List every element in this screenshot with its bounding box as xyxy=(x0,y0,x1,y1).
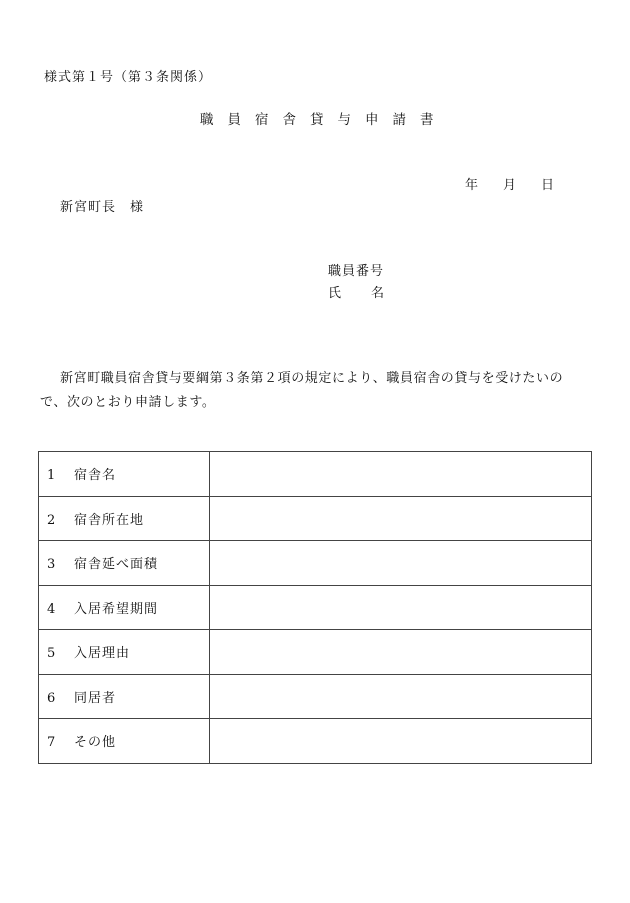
item-label-cell xyxy=(39,585,210,630)
name-label-part-1: 氏 xyxy=(328,286,342,301)
table-row xyxy=(39,541,592,586)
date-month-label: 月 xyxy=(503,178,517,193)
item-label-cell xyxy=(39,719,210,764)
item-label-cell xyxy=(39,496,210,541)
item-number: 3 xyxy=(47,557,57,573)
application-statement-text: 新宮町職員宿舎貸与要綱第３条第２項の規定により、職員宿舎の貸与を受けたいので、次のとおり申請します。 xyxy=(40,371,564,410)
item-value-field[interactable] xyxy=(210,585,592,630)
table-row xyxy=(39,674,592,719)
item-value-field[interactable] xyxy=(210,630,592,675)
item-label-cell xyxy=(39,452,210,497)
addressee-honorific: 様 xyxy=(130,200,145,215)
item-number: 6 xyxy=(47,690,57,706)
item-label: 宿舎名 xyxy=(74,468,117,484)
item-value-field[interactable] xyxy=(210,452,592,497)
addressee xyxy=(60,196,144,215)
table-row xyxy=(39,496,592,541)
item-label-cell xyxy=(39,630,210,675)
item-label: 同居者 xyxy=(74,690,117,706)
date-day-label: 日 xyxy=(541,178,555,193)
item-label: 宿舎延べ面積 xyxy=(74,557,159,573)
addressee-name: 新宮町長 xyxy=(60,200,117,215)
form-number: 様式第１号（第３条関係） xyxy=(44,70,213,85)
applicant-name-label xyxy=(328,282,384,301)
item-value-field[interactable] xyxy=(210,496,592,541)
table-row xyxy=(39,585,592,630)
table-row xyxy=(39,630,592,675)
application-items-table xyxy=(38,451,592,764)
item-label: その他 xyxy=(74,735,117,751)
item-label-cell xyxy=(39,674,210,719)
item-label: 入居希望期間 xyxy=(74,601,159,617)
table-row xyxy=(39,452,592,497)
date-year-label: 年 xyxy=(465,178,479,193)
item-number: 2 xyxy=(47,512,57,528)
table-row xyxy=(39,719,592,764)
document-title: 職員宿舎貸与申請書 xyxy=(200,112,448,128)
item-number: 5 xyxy=(47,646,57,662)
staff-number-label: 職員番号 xyxy=(328,264,385,279)
item-value-field[interactable] xyxy=(210,674,592,719)
item-label: 宿舎所在地 xyxy=(74,512,145,528)
item-label: 入居理由 xyxy=(74,646,131,662)
item-number: 7 xyxy=(47,735,57,751)
application-statement xyxy=(40,367,580,415)
item-label-cell xyxy=(39,541,210,586)
item-number: 1 xyxy=(47,468,57,484)
item-value-field[interactable] xyxy=(210,541,592,586)
item-value-field[interactable] xyxy=(210,719,592,764)
name-label-part-2: 名 xyxy=(371,286,385,301)
item-number: 4 xyxy=(47,601,57,617)
date-line xyxy=(465,174,554,193)
